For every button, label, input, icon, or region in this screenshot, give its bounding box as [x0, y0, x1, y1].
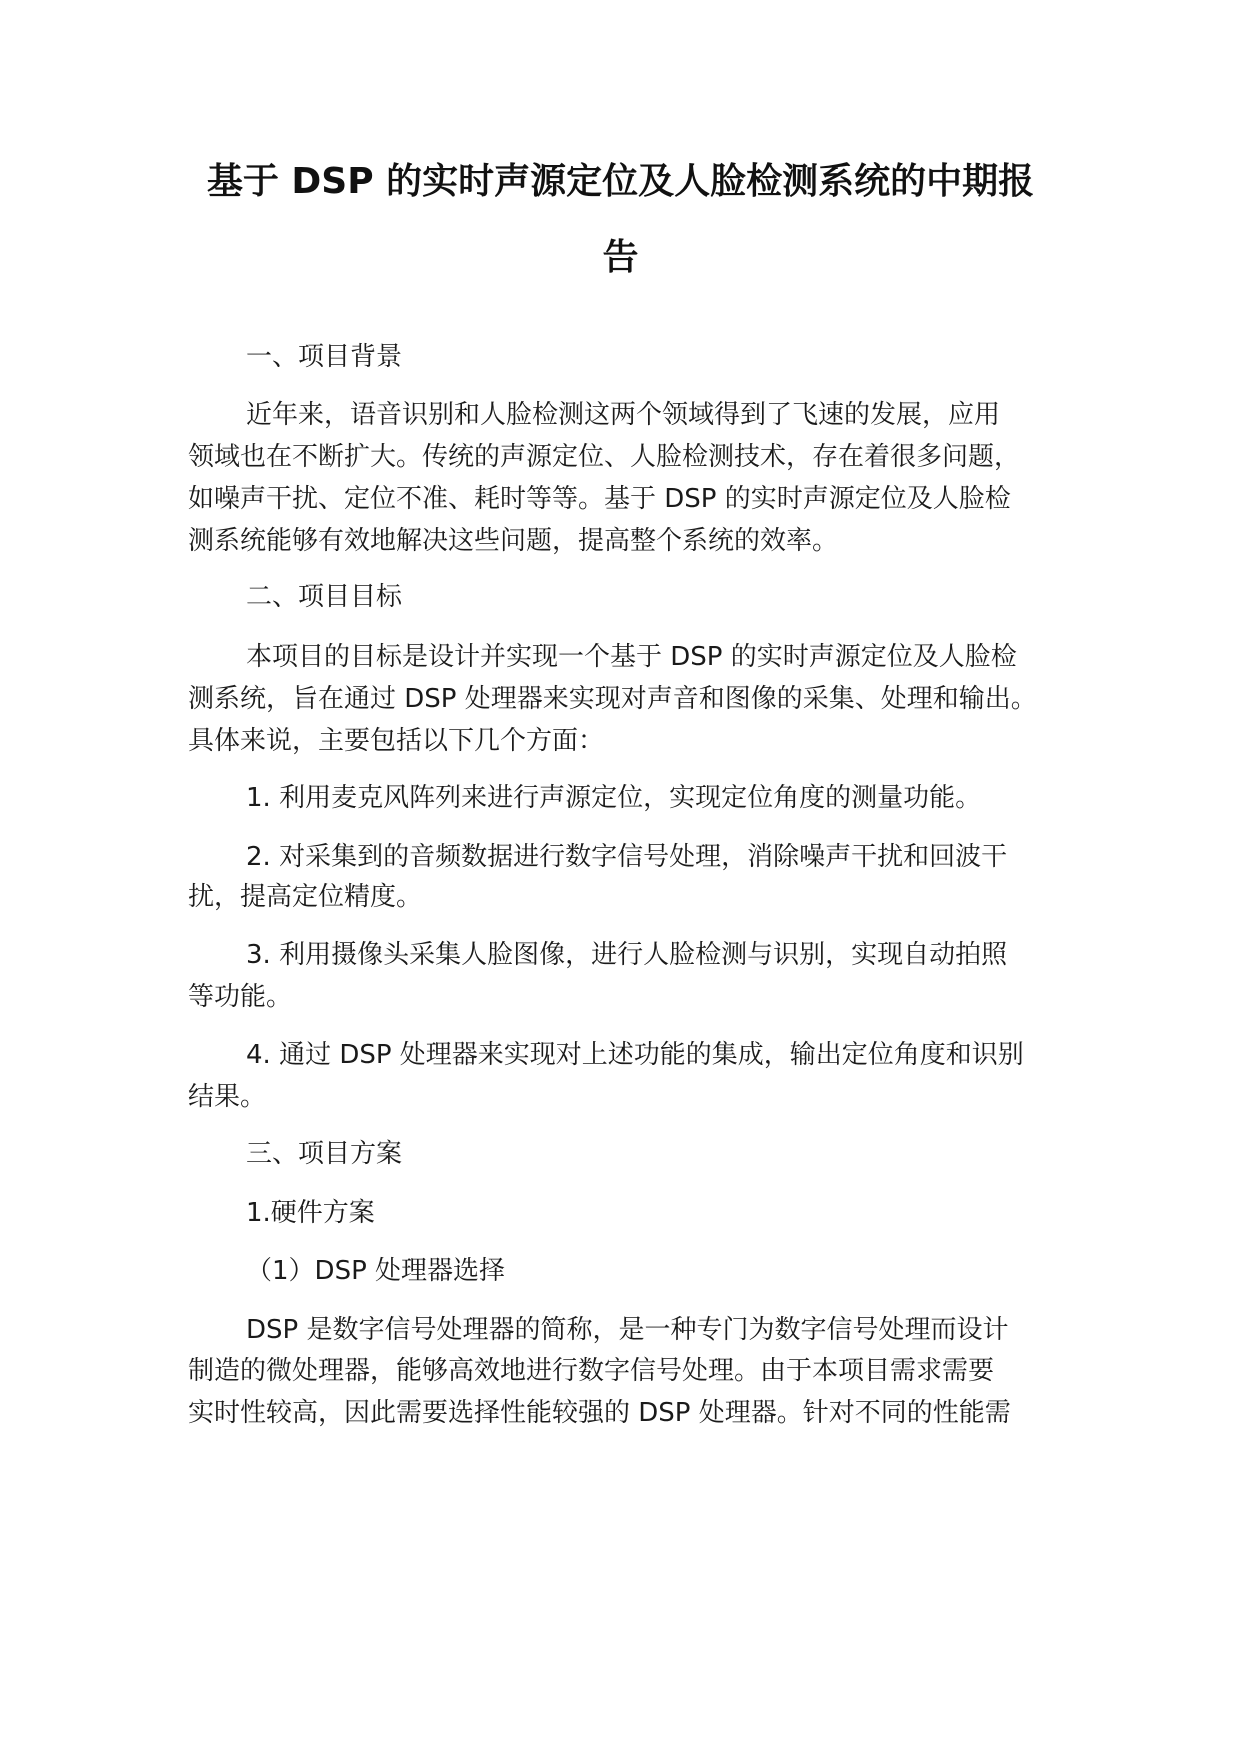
subsection-heading-hardware: 1.硬件方案	[246, 1198, 375, 1228]
document-title-line-1: 基于 DSP 的实时声源定位及人脸检测系统的中期报	[206, 161, 1035, 202]
paragraph-line: 测系统能够有效地解决这些问题，提高整个系统的效率。	[188, 526, 839, 556]
section-heading-goals: 二、项目目标	[246, 582, 403, 612]
list-item-line: 1. 利用麦克风阵列来进行声源定位，实现定位角度的测量功能。	[246, 783, 982, 813]
list-item-line: 4. 通过 DSP 处理器来实现对上述功能的集成，输出定位角度和识别	[246, 1040, 1024, 1070]
list-item-line: 等功能。	[188, 982, 293, 1012]
paragraph-line: 测系统，旨在通过 DSP 处理器来实现对声音和图像的采集、处理和输出。	[188, 684, 1037, 714]
paragraph-line: 具体来说，主要包括以下几个方面：	[188, 726, 605, 756]
list-item-line: 结果。	[188, 1082, 267, 1112]
section-heading-background: 一、项目背景	[246, 342, 403, 372]
section-heading-plan: 三、项目方案	[246, 1139, 403, 1169]
paragraph-line: 本项目的目标是设计并实现一个基于 DSP 的实时声源定位及人脸检	[246, 642, 1017, 672]
paragraph-line: 实时性较高，因此需要选择性能较强的 DSP 处理器。针对不同的性能需	[188, 1398, 1011, 1428]
list-item-line: 扰，提高定位精度。	[188, 882, 423, 912]
paragraph-line: 如噪声干扰、定位不准、耗时等等。基于 DSP 的实时声源定位及人脸检	[188, 484, 1011, 514]
subsection-heading-dsp: （1）DSP 处理器选择	[246, 1256, 506, 1286]
document-title-line-2: 告	[602, 237, 639, 278]
list-item-line: 3. 利用摄像头采集人脸图像，进行人脸检测与识别，实现自动拍照	[246, 940, 1008, 970]
paragraph-line: 领域也在不断扩大。传统的声源定位、人脸检测技术，存在着很多问题，	[188, 442, 1021, 472]
paragraph-line: 制造的微处理器，能够高效地进行数字信号处理。由于本项目需求需要	[188, 1356, 995, 1386]
list-item-line: 2. 对采集到的音频数据进行数字信号处理，消除噪声干扰和回波干	[246, 842, 1008, 872]
paragraph-line: DSP 是数字信号处理器的简称，是一种专门为数字信号处理而设计	[246, 1315, 1009, 1345]
paragraph-line: 近年来，语音识别和人脸检测这两个领域得到了飞速的发展，应用	[246, 400, 1001, 430]
